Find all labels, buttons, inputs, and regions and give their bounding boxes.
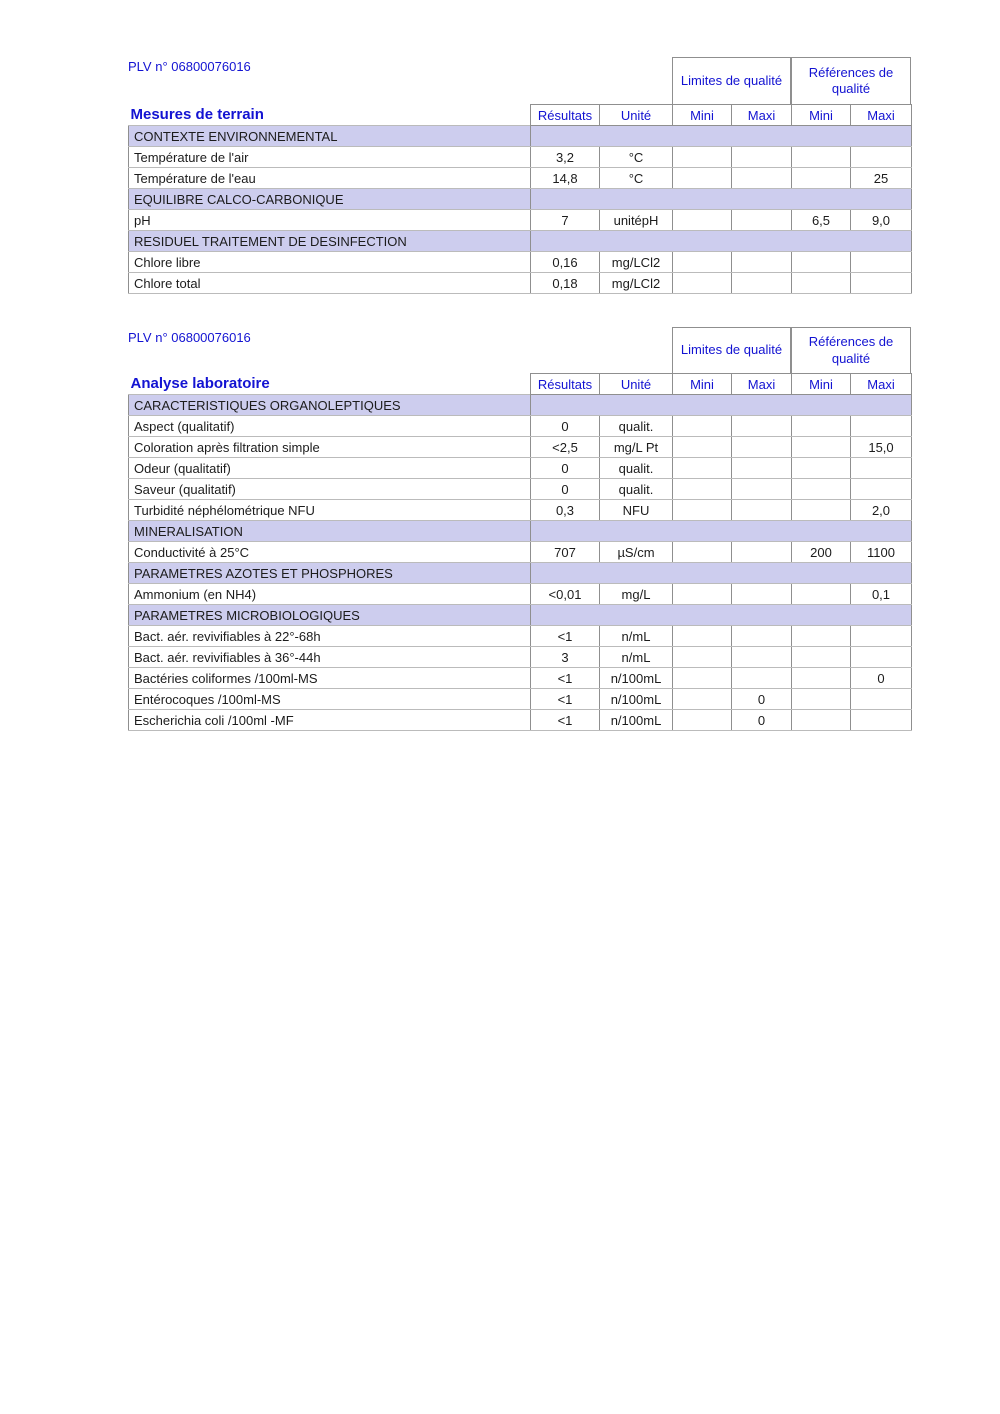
table-row [129,710,912,731]
unit-value: n/100mL [600,668,673,689]
column-header-row [129,105,912,126]
reference-mini-value: 6,5 [792,210,851,231]
column-header-unite: Unité [600,374,673,395]
limit-mini-value [673,542,732,563]
column-header-references-mini: Mini [792,105,851,126]
reference-mini-value [792,273,851,294]
limit-maxi-value [732,647,792,668]
reference-maxi-value [851,416,912,437]
references-of-quality-label: Références de qualité [808,334,894,366]
reference-mini-value [792,710,851,731]
table-row [129,437,912,458]
column-header-unite: Unité [600,105,673,126]
section-header-filler [531,126,912,147]
limit-maxi-value [732,584,792,605]
table-row [129,147,912,168]
unit-value: mg/L Pt [600,437,673,458]
unit-value: mg/LCl2 [600,252,673,273]
parameter-name: Chlore libre [129,252,531,273]
limit-maxi-value [732,500,792,521]
reference-maxi-value [851,479,912,500]
limit-mini-value [673,584,732,605]
section-header-row [129,231,912,252]
section-header-row [129,395,912,416]
section-header-filler [531,189,912,210]
result-value: 707 [531,542,600,563]
unit-value: n/mL [600,647,673,668]
unit-value: µS/cm [600,542,673,563]
table-title-cell [129,374,531,395]
limit-maxi-value [732,273,792,294]
parameter-name: Turbidité néphélométrique NFU [129,500,531,521]
reference-maxi-value [851,147,912,168]
parameter-name: Aspect (qualitatif) [129,416,531,437]
reference-mini-value: 200 [792,542,851,563]
result-value: <1 [531,626,600,647]
table-row [129,210,912,231]
reference-mini-value [792,626,851,647]
column-header-references-maxi: Maxi [851,105,912,126]
unit-value: mg/L [600,584,673,605]
limit-mini-value [673,416,732,437]
reference-maxi-value [851,273,912,294]
limits-of-quality-label: Limites de qualité [680,72,783,88]
column-header-limits-maxi: Maxi [732,374,792,395]
reference-mini-value [792,479,851,500]
limit-maxi-value [732,668,792,689]
limit-maxi-value [732,252,792,273]
section-header-label: PARAMETRES AZOTES ET PHOSPHORES [129,563,531,584]
limit-maxi-value [732,479,792,500]
section-header-label: RESIDUEL TRAITEMENT DE DESINFECTION [129,231,531,252]
table-row [129,689,912,710]
parameter-name: Chlore total [129,273,531,294]
reference-maxi-value: 9,0 [851,210,912,231]
reference-maxi-value: 0 [851,668,912,689]
references-of-quality-label: Références de qualité [808,64,894,96]
limit-maxi-value [732,416,792,437]
limit-mini-value [673,437,732,458]
section-header-filler [531,231,912,252]
result-value: <2,5 [531,437,600,458]
limits-of-quality-header [672,327,791,373]
table-row [129,668,912,689]
unit-value: qualit. [600,458,673,479]
reference-maxi-value [851,458,912,479]
limit-maxi-value [732,626,792,647]
table-row [129,647,912,668]
unit-value: qualit. [600,416,673,437]
section-header-filler [531,521,912,542]
reference-maxi-value [851,647,912,668]
parameter-name: Ammonium (en NH4) [129,584,531,605]
table-row [129,168,912,189]
parameter-name: Température de l'eau [129,168,531,189]
unit-value: n/100mL [600,689,673,710]
references-of-quality-header [791,327,911,373]
reference-mini-value [792,437,851,458]
reference-maxi-value: 2,0 [851,500,912,521]
parameter-name: Température de l'air [129,147,531,168]
section-header-row [129,605,912,626]
limit-maxi-value [732,210,792,231]
parameter-name: Bact. aér. revivifiables à 36°-44h [129,647,531,668]
result-value: 3 [531,647,600,668]
column-header-limits-maxi: Maxi [732,105,792,126]
section-header-label: PARAMETRES MICROBIOLOGIQUES [129,605,531,626]
reference-mini-value [792,689,851,710]
limit-maxi-value [732,542,792,563]
parameter-name: Escherichia coli /100ml -MF [129,710,531,731]
column-header-limits-mini: Mini [673,374,732,395]
table-title: Mesures de terrain [130,106,264,124]
unit-value: °C [600,168,673,189]
result-value: <1 [531,668,600,689]
limits-of-quality-header [672,57,791,104]
limit-maxi-value [732,458,792,479]
sample-id-field-measurements: PLV n° 06800076016 [128,59,251,74]
table-row [129,273,912,294]
reference-maxi-value [851,689,912,710]
limit-mini-value [673,710,732,731]
limit-mini-value [673,210,732,231]
result-value: <1 [531,710,600,731]
limit-mini-value [673,668,732,689]
reference-mini-value [792,584,851,605]
section-header-row [129,563,912,584]
result-value: 0 [531,458,600,479]
table-row [129,542,912,563]
column-header-resultats: Résultats [531,374,600,395]
reference-maxi-value [851,252,912,273]
limit-maxi-value [732,147,792,168]
field-measurements-table [128,104,912,294]
section-header-label: CARACTERISTIQUES ORGANOLEPTIQUES [129,395,531,416]
reference-maxi-value [851,626,912,647]
column-header-references-mini: Mini [792,374,851,395]
table-row [129,626,912,647]
unit-value: n/mL [600,626,673,647]
result-value: 0,16 [531,252,600,273]
result-value: <1 [531,689,600,710]
limit-mini-value [673,273,732,294]
column-header-limits-mini: Mini [673,105,732,126]
section-header-label: MINERALISATION [129,521,531,542]
parameter-name: Entérocoques /100ml-MS [129,689,531,710]
section-header-row [129,189,912,210]
section-header-label: CONTEXTE ENVIRONNEMENTAL [129,126,531,147]
section-header-filler [531,563,912,584]
parameter-name: Odeur (qualitatif) [129,458,531,479]
limit-mini-value [673,168,732,189]
reference-mini-value [792,252,851,273]
unit-value: n/100mL [600,710,673,731]
section-header-filler [531,395,912,416]
unit-value: mg/LCl2 [600,273,673,294]
parameter-name: Bactéries coliformes /100ml-MS [129,668,531,689]
section-header-row [129,126,912,147]
table-row [129,458,912,479]
result-value: 0 [531,416,600,437]
parameter-name: Conductivité à 25°C [129,542,531,563]
table-row [129,500,912,521]
result-value: 0 [531,479,600,500]
column-header-references-maxi: Maxi [851,374,912,395]
limit-maxi-value: 0 [732,710,792,731]
table-row [129,479,912,500]
limit-mini-value [673,500,732,521]
section-header-label: EQUILIBRE CALCO-CARBONIQUE [129,189,531,210]
limit-mini-value [673,626,732,647]
column-header-row [129,374,912,395]
unit-value: NFU [600,500,673,521]
result-value: 14,8 [531,168,600,189]
reference-mini-value [792,458,851,479]
unit-value: °C [600,147,673,168]
limit-mini-value [673,647,732,668]
result-value: 7 [531,210,600,231]
reference-maxi-value: 0,1 [851,584,912,605]
limit-maxi-value: 0 [732,689,792,710]
unit-value: unitépH [600,210,673,231]
limit-mini-value [673,147,732,168]
table-row [129,584,912,605]
result-value: <0,01 [531,584,600,605]
reference-mini-value [792,668,851,689]
reference-maxi-value: 25 [851,168,912,189]
parameter-name: pH [129,210,531,231]
result-value: 0,18 [531,273,600,294]
reference-mini-value [792,416,851,437]
laboratory-analysis-table [128,373,912,731]
limits-of-quality-label: Limites de qualité [680,342,783,358]
limit-mini-value [673,252,732,273]
reference-mini-value [792,168,851,189]
section-header-row [129,521,912,542]
table-row [129,416,912,437]
limit-maxi-value [732,168,792,189]
reference-mini-value [792,647,851,668]
table-title: Analyse laboratoire [130,375,270,393]
reference-maxi-value: 1100 [851,542,912,563]
parameter-name: Coloration après filtration simple [129,437,531,458]
parameter-name: Saveur (qualitatif) [129,479,531,500]
result-value: 3,2 [531,147,600,168]
references-of-quality-header [791,57,911,104]
reference-mini-value [792,500,851,521]
table-title-cell [129,105,531,126]
table-row [129,252,912,273]
parameter-name: Bact. aér. revivifiables à 22°-68h [129,626,531,647]
reference-maxi-value [851,710,912,731]
limit-mini-value [673,689,732,710]
sample-id-laboratory-analysis: PLV n° 06800076016 [128,330,251,345]
reference-mini-value [792,147,851,168]
result-value: 0,3 [531,500,600,521]
limit-mini-value [673,479,732,500]
unit-value: qualit. [600,479,673,500]
section-header-filler [531,605,912,626]
column-header-resultats: Résultats [531,105,600,126]
limit-maxi-value [732,437,792,458]
reference-maxi-value: 15,0 [851,437,912,458]
limit-mini-value [673,458,732,479]
